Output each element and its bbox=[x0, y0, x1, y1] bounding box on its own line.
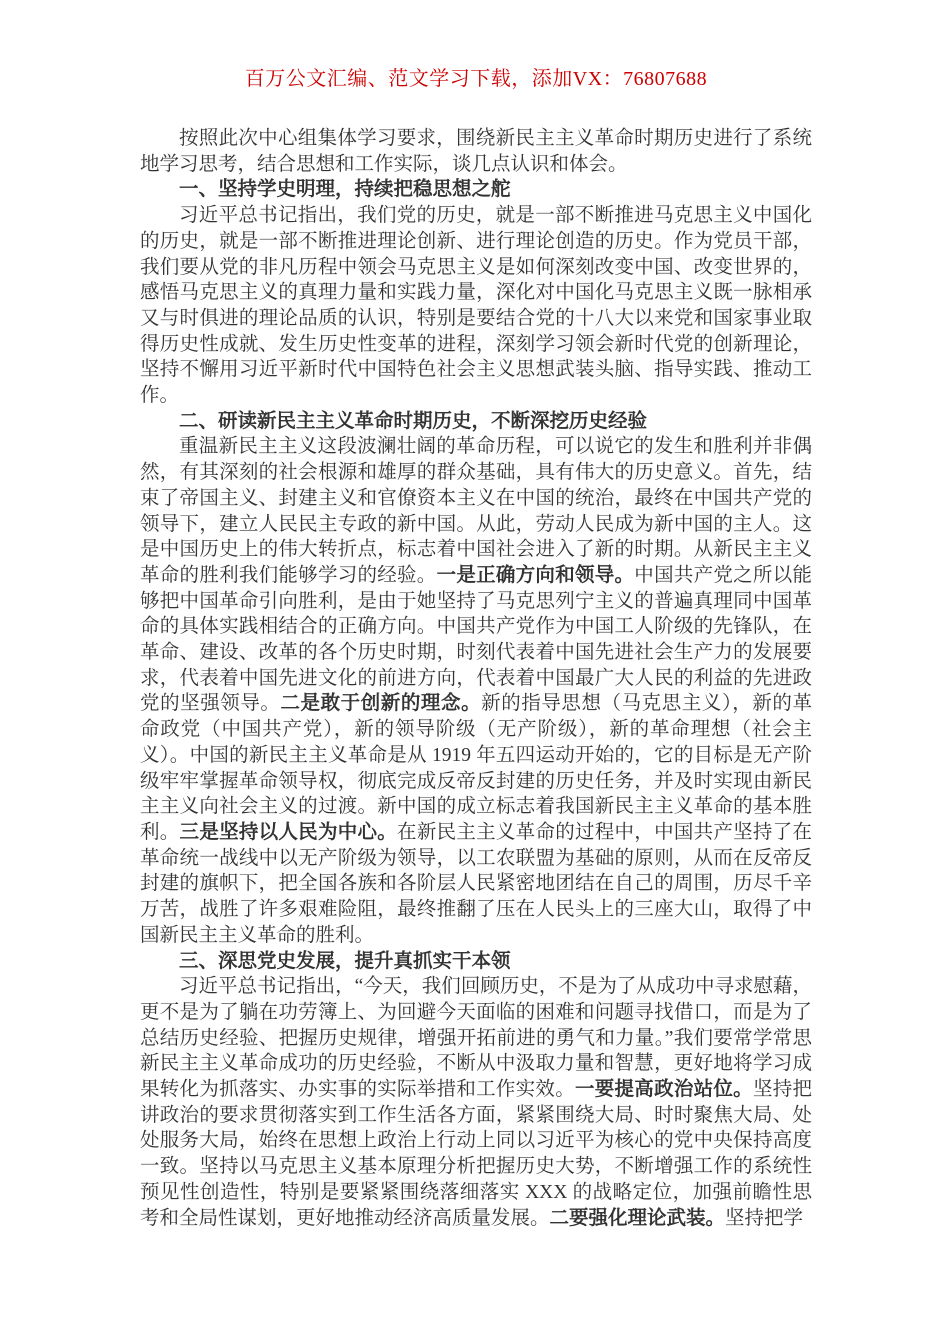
bold-run: 二是敢于创新的理念。 bbox=[280, 693, 482, 715]
text-run: 在新民主主义革命的过程中，中国共产坚持了在革命统一战线中以无产阶级为领导，以工农联盟为基础的原则，从而在反帝反封建的旗帜下，把全国各族和各阶层人民紧密地团结在自己的周围，历尽千辛万苦，战胜了许多艰难险阻，最终推翻了压在人民头上的三座大山，取得了中国新民主主义革命的胜利。 bbox=[140, 821, 812, 946]
header-notice: 百万公文汇编、范文学习下载，添加VX：76807688 bbox=[244, 68, 708, 90]
section-heading bbox=[140, 177, 812, 203]
text-run: 坚持把讲政治的要求贯彻落实到工作生活各方面，紧紧围绕大局、时时聚焦大局、处处服务大局，始终在思想上政治上行动上同以习近平为核心的党中央保持高度一致。坚持以马克思主义基本原理分析把握历史大势，不断增强工作的系统性预见性创造性，特别是要紧紧围绕落细落实 XXX 的战略定位，加强前瞻性思考和全局性谋划，更好地推动经济高质量发展。 bbox=[140, 1079, 812, 1229]
paragraph bbox=[140, 974, 812, 1231]
bold-run: 三、深思党史发展，提升真抓实干本领 bbox=[179, 950, 511, 972]
bold-run: 一、坚持学史明理，持续把稳思想之舵 bbox=[179, 179, 511, 201]
paragraph bbox=[140, 434, 812, 948]
text-run: 坚持把学 bbox=[725, 1207, 804, 1229]
bold-run: 二要强化理论武装。 bbox=[549, 1207, 726, 1229]
bold-run: 一要提高政治站位。 bbox=[574, 1079, 753, 1101]
text-run: 习近平总书记指出，我们党的历史，就是一部不断推进马克思主义中国化的历史，就是一部不断推进理论创新、进行理论创造的历史。作为党员干部，我们要从党的非凡历程中领会马克思主义是如何深刻改变中国、改变世界的，感悟马克思主义的真理力量和实践力量，深化对中国化马克思主义既一脉相承又与时俱进的理论品质的认识，特别是要结合党的十八大以来党和国家事业取得历史性成就、发生历史性变革的进程，深刻学习领会新时代党的创新理论，坚持不懈用习近平新时代中国特色社会主义思想武装头脑、指导实践、推动工作。 bbox=[140, 205, 812, 407]
bold-run: 三是坚持以人民为中心。 bbox=[179, 821, 398, 843]
text-run: 新的指导思想（马克思主义），新的革命政党（中国共产党），新的领导阶级（无产阶级），新的革命理想（社会主义）。中国的新民主主义革命是从 1919 年五四运动开始的，它的目标是无产阶级牢牢掌握革命领导权，彻底完成反帝反封建的历史任务，并及时实现由新民主主义向社会主义的过渡。新中国的成立标志着我国新民主主义革命的基本胜利。 bbox=[140, 693, 812, 843]
bold-run: 二、研读新民主主义革命时期历史，不断深挖历史经验 bbox=[179, 410, 648, 432]
paragraph bbox=[140, 203, 812, 409]
section-heading bbox=[140, 409, 812, 435]
text-run: 按照此次中心组集体学习要求，围绕新民主主义革命时期历史进行了系统地学习思考，结合思想和工作实际，谈几点认识和体会。 bbox=[140, 128, 812, 175]
section-heading bbox=[140, 949, 812, 975]
text-run: 中国共产党之所以能够把中国革命引向胜利，是由于她坚持了马克思列宁主义的普遍真理同中国革命的具体实践相结合的正确方向。中国共产党作为中国工人阶级的先锋队，在革命、建设、改革的各个历史时期，时刻代表着中国先进社会生产力的发展要求，代表着中国先进文化的前进方向，代表着中国最广大人民的利益的先进政党的坚强领导。 bbox=[140, 564, 812, 715]
text-run: 重温新民主主义这段波澜壮阔的革命历程，可以说它的发生和胜利并非偶然，有其深刻的社会根源和雄厚的群众基础，具有伟大的历史意义。首先，结束了帝国主义、封建主义和官僚资本主义在中国的统治，最终在中国共产党的领导下，建立人民民主专政的新中国。从此，劳动人民成为新中国的主人。这是中国历史上的伟大转折点，标志着中国社会进入了新的时期。从新民主主义革命的胜利我们能够学习的经验。 bbox=[140, 436, 812, 586]
bold-run: 一是正确方向和领导。 bbox=[436, 564, 635, 586]
document-body bbox=[140, 126, 812, 1231]
text-run: 习近平总书记指出，“今天，我们回顾历史，不是为了从成功中寻求慰藉，更不是为了躺在功劳簿上、为回避今天面临的困难和问题寻找借口，而是为了总结历史经验、把握历史规律，增强开拓前进的勇气和力量。”我们要常学常思新民主主义革命成功的历史经验，不断从中汲取力量和智慧，更好地将学习成果转化为抓落实、办实事的实际举措和工作实效。 bbox=[140, 976, 812, 1101]
paragraph bbox=[140, 126, 812, 177]
